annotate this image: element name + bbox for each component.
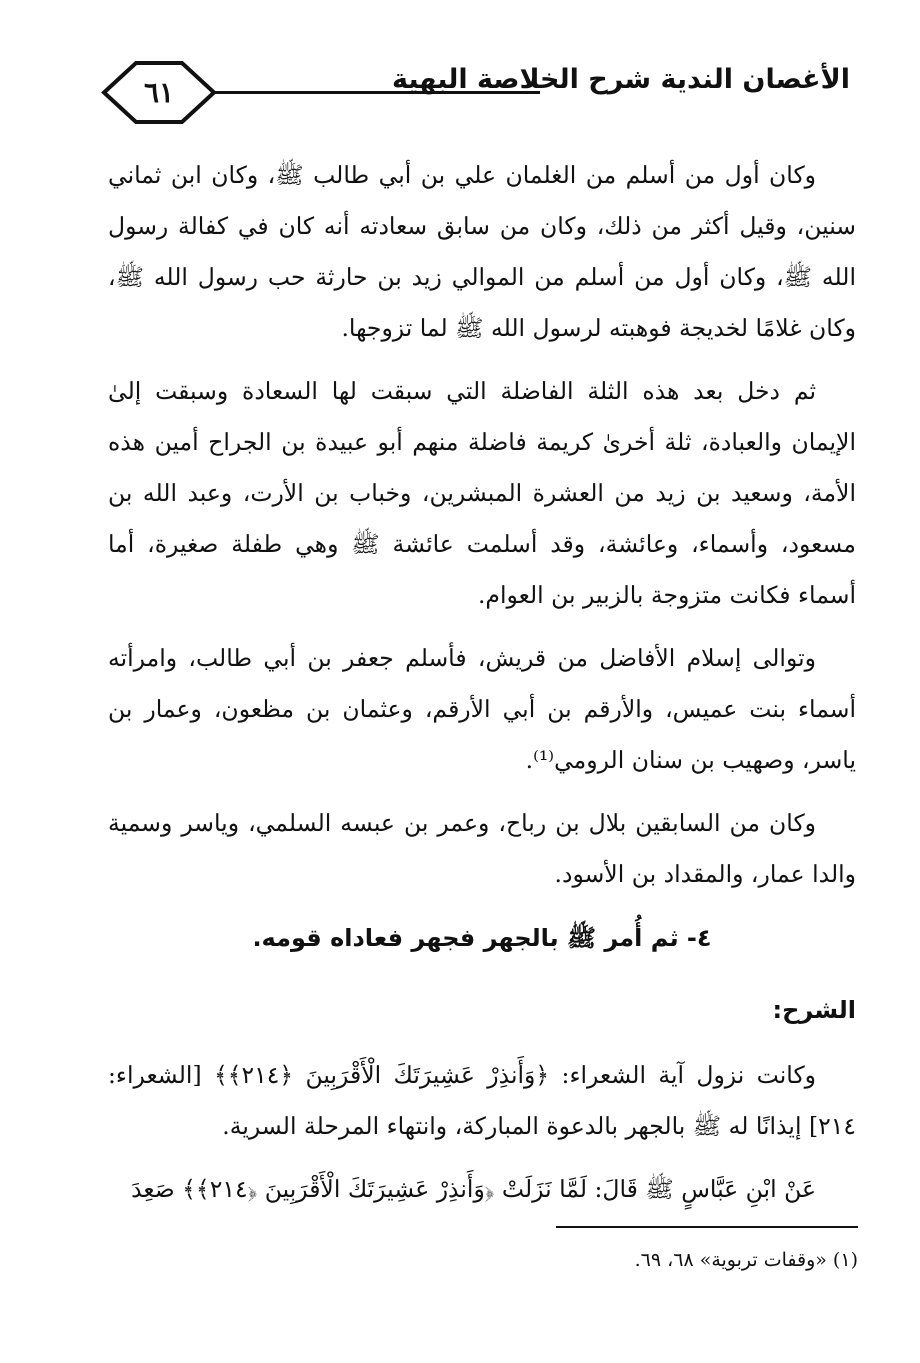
page-body <box>108 150 856 1227</box>
sharh-label: الشرح: <box>772 996 856 1024</box>
paragraph-1: وكان أول من أسلم من الغلمان علي بن أبي طالب ﷺ، وكان ابن ثماني سنين، وقيل أكثر من ذلك، وكان من سابق سعادته أنه كان في كفالة رسول الله ﷺ، وكان أول من أسلم من الموالي زيد بن حارثة حب رسول الله ﷺ، وكان غلامًا لخديجة فوهبته لرسول الله ﷺ لما تزوجها. <box>108 161 856 342</box>
paragraph-2: ثم دخل بعد هذه الثلة الفاضلة التي سبقت لها السعادة وسبقت إلىٰ الإيمان والعبادة، ثلة أخرىٰ كريمة فاضلة منهم أبو عبيدة بن الجراح أمين هذه الأمة، وسعيد بن زيد من العشرة المبشرين، وخباب بن الأرت، وعبد الله بن مسعود، وأسماء، وعائشة، وقد أسلمت عائشة ﷺ وهي طفلة صغيرة، أما أسماء فكانت متزوجة بالزبير بن العوام. <box>108 377 856 609</box>
footnote: (١) «وقفات تربوية» ٦٨، ٦٩. <box>634 1249 858 1271</box>
section-heading: ٤- ثم أُمر ﷺ بالجهر فجهر فعاداه قومه. <box>252 924 712 952</box>
sharh-paragraph-1: وكانت نزول آية الشعراء: ﴿وَأَنذِرْ عَشِيرَتَكَ الْأَقْرَبِينَ ﴿٢١٤﴾﴾ [الشعراء: ٢١٤] إيذانًا له ﷺ بالجهر بالدعوة المباركة، وانتهاء المرحلة السرية. <box>108 1061 856 1140</box>
paragraph-3: وتوالى إسلام الأفاضل من قريش، فأسلم جعفر بن أبي طالب، وامرأته أسماء بنت عميس، والأرقم بن أبي الأرقم، وعثمان بن مظعون، وعمار بن ياسر، وصهيب بن سنان الرومي⁽¹⁾. <box>108 644 856 774</box>
page-header <box>100 60 850 125</box>
page-number: ٦١ <box>143 76 175 109</box>
sharh-paragraph-2: عَنْ ابْنِ عَبَّاسٍ ﷺ قَالَ: لَمَّا نَزَلَتْ ﴿وَأَنذِرْ عَشِيرَتَكَ الْأَقْرَبِينَ ﴿٢١٤﴾﴾ صَعِدَ <box>131 1175 816 1203</box>
page-number-badge <box>100 60 218 125</box>
paragraph-4: وكان من السابقين بلال بن رباح، وعمر بن عبسه السلمي، وياسر وسمية والدا عمار، والمقداد بن الأسود. <box>108 809 856 888</box>
footnote-separator <box>556 1226 858 1228</box>
book-title: الأغصان الندية شرح الخلاصة البهية <box>392 64 850 95</box>
